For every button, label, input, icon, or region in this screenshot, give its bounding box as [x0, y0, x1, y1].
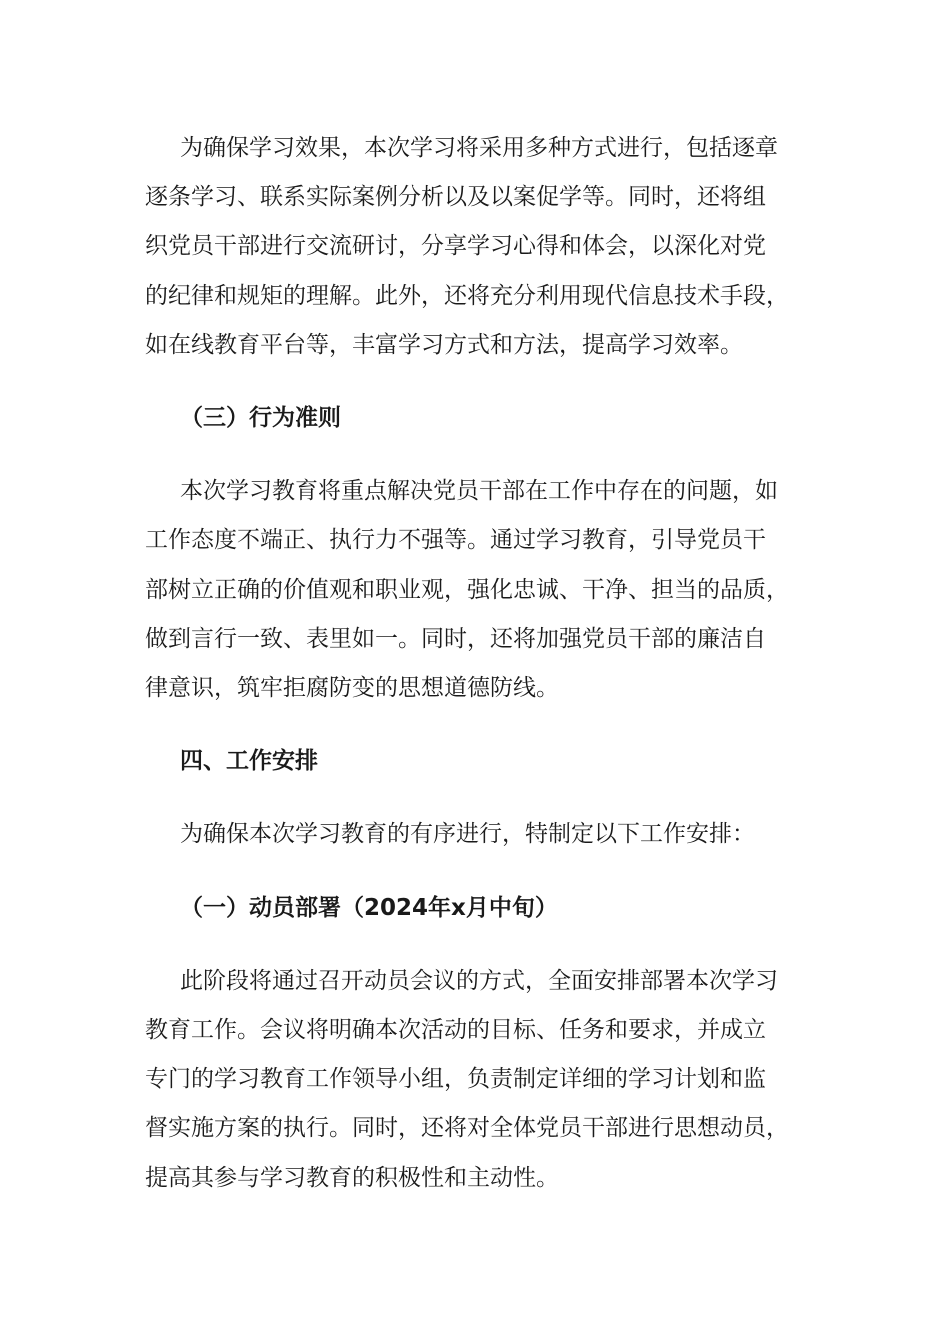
paragraph-line: 的纪律和规矩的理解。此外，还将充分利用现代信息技术手段，: [145, 282, 789, 309]
heading-work-arrangement: 四、工作安排: [180, 748, 318, 775]
paragraph-line: 做到言行一致、表里如一。同时，还将加强党员干部的廉洁自: [145, 625, 766, 652]
paragraph-line: 本次学习教育将重点解决党员干部在工作中存在的问题，如: [180, 478, 778, 505]
paragraph-mobilization: [145, 957, 815, 1203]
paragraph-line: 部树立正确的价值观和职业观，强化忠诚、干净、担当的品质，: [145, 576, 789, 603]
paragraph-line: 逐条学习、联系实际案例分析以及以案促学等。同时，还将组: [145, 184, 766, 211]
paragraph-line: 督实施方案的执行。同时，还将对全体党员干部进行思想动员，: [145, 1115, 789, 1142]
paragraph-line: 为确保学习效果，本次学习将采用多种方式进行，包括逐章: [180, 135, 778, 161]
paragraph-line: 此阶段将通过召开动员会议的方式，全面安排部署本次学习: [180, 967, 778, 994]
paragraph-line: 织党员干部进行交流研讨，分享学习心得和体会，以深化对党: [145, 233, 766, 260]
paragraph-line: 工作态度不端正、执行力不强等。通过学习教育，引导党员干: [145, 527, 766, 554]
paragraph-work-arrangement-intro: [145, 810, 815, 859]
heading-code-of-conduct: （三）行为准则: [180, 405, 341, 432]
paragraph-line: 专门的学习教育工作领导小组，负责制定详细的学习计划和监: [145, 1066, 766, 1093]
paragraph-learning-methods: [145, 124, 815, 370]
heading-mobilization: （一）动员部署（2024年x月中旬）: [180, 894, 558, 921]
document-page: [145, 124, 815, 1203]
paragraph-code-of-conduct: [145, 467, 815, 713]
paragraph-line: 如在线教育平台等，丰富学习方式和方法，提高学习效率。: [145, 331, 743, 358]
paragraph-line: 律意识，筑牢拒腐防变的思想道德防线。: [145, 675, 559, 702]
paragraph-line: 提高其参与学习教育的积极性和主动性。: [145, 1164, 559, 1191]
paragraph-line: 教育工作。会议将明确本次活动的目标、任务和要求，并成立: [145, 1017, 766, 1044]
paragraph-line: 为确保本次学习教育的有序进行，特制定以下工作安排：: [180, 821, 755, 848]
